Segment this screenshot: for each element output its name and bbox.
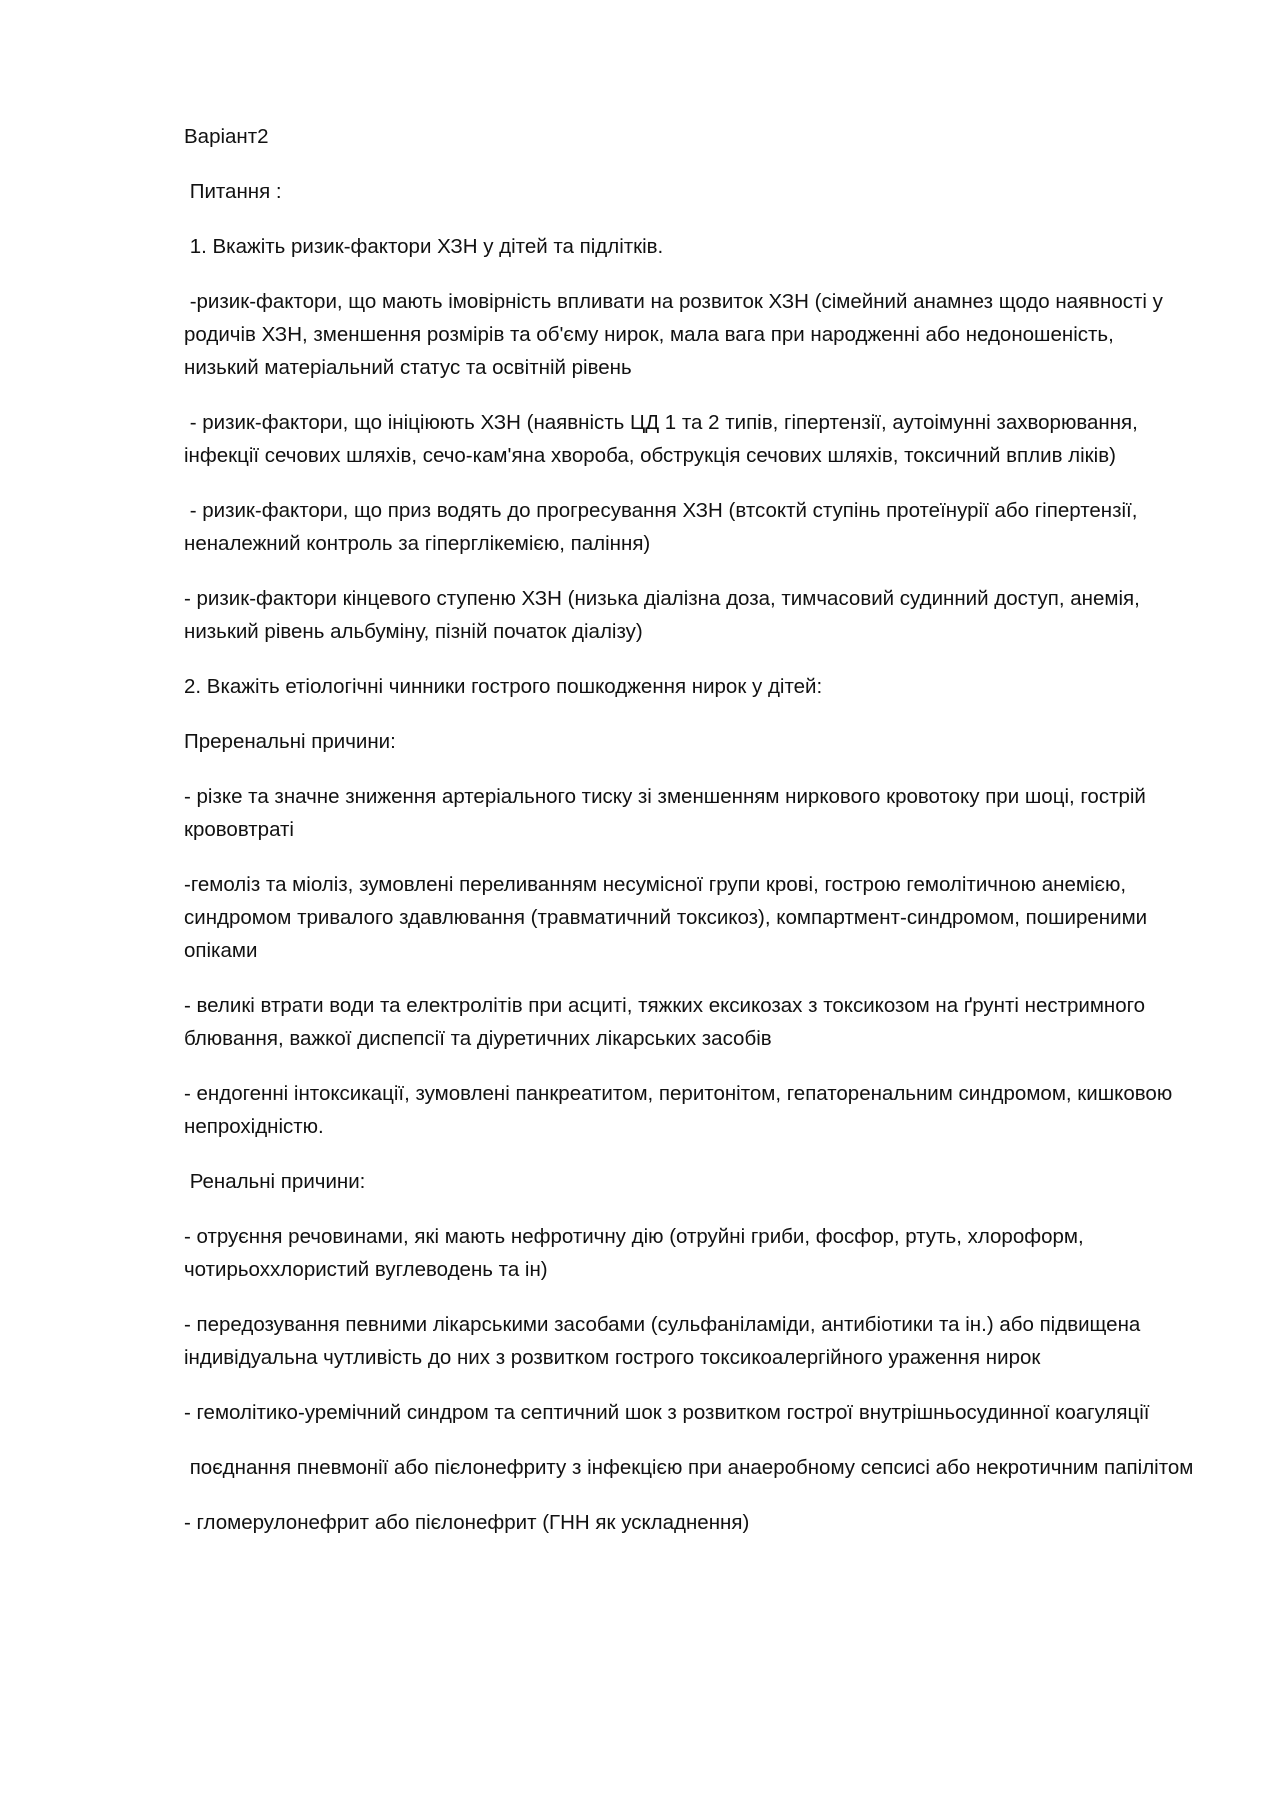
- paragraph-renal-5: - гломерулонефрит або пієлонефрит (ГНН як ускладнення): [184, 1511, 750, 1534]
- paragraph-risk-factors-end-stage: - ризик-фактори кінцевого ступеню ХЗН (низька діалізна доза, тимчасовий судинний доступ, анемія, низький рівень альбуміну, пізній початок діалізу): [184, 587, 1146, 643]
- paragraph-renal-2: - передозування певними лікарськими засобами (сульфаніламіди, антибіотики та ін.) або підвищена індивідуальна чутливість до них з розвитком гострого токсикоалергійного ураження нирок: [184, 1313, 1147, 1369]
- paragraph-prerenal-2: -гемоліз та міоліз, зумовлені переливанням несумісної групи крові, гострою гемолітичною анемією, синдромом тривалого здавлювання (травматичний токсикоз), компартмент-синдромом, поширеними опіками: [184, 873, 1153, 962]
- question-1: 1. Вкажіть ризик-фактори ХЗН у дітей та підлітків.: [184, 235, 664, 258]
- paragraph-prerenal-4: - ендогенні інтоксикації, зумовлені панкреатитом, перитонітом, гепаторенальним синдромом, кишковою непрохідністю.: [184, 1082, 1178, 1138]
- variant-heading: Варіант2: [184, 125, 269, 148]
- paragraph-risk-factors-initiating: - ризик-фактори, що ініціюють ХЗН (наявність ЦД 1 та 2 типів, гіпертензії, аутоімунні захворювання, інфекції сечових шляхів, сечо-кам'яна хвороба, обструкція сечових шляхів, токсичний вплив ліків): [184, 411, 1144, 467]
- paragraph-renal-1: - отруєння речовинами, які мають нефротичну дію (отруйні гриби, фосфор, ртуть, хлороформ, чотирьоххлористий вуглеводень та ін): [184, 1225, 1090, 1281]
- renal-heading: Ренальні причини:: [184, 1170, 366, 1193]
- paragraph-renal-3: - гемолітико-уремічний синдром та септичний шок з розвитком гострої внутрішньосудинної коагуляції: [184, 1401, 1150, 1424]
- paragraph-risk-factors-progression: - ризик-фактори, що приз водять до прогресування ХЗН (втсоктй ступінь протеїнурії або гіпертензії, неналежний контроль за гіперглікемією, паління): [184, 499, 1144, 555]
- paragraph-risk-factors-development: -ризик-фактори, що мають імовірність впливати на розвиток ХЗН (сімейний анамнез щодо наявності у родичів ХЗН, зменшення розмірів та об'єму нирок, мала вага при народженні або недоношеність, низький матеріальний статус та освітній рівень: [184, 290, 1169, 379]
- paragraph-prerenal-3: - великі втрати води та електролітів при асциті, тяжких ексикозах з токсикозом на ґрунті нестримного блювання, важкої диспепсії та діуретичних лікарських засобів: [184, 994, 1151, 1050]
- paragraph-prerenal-1: - різке та значне зниження артеріального тиску зі зменшенням ниркового кровотоку при шоці, гострій крововтраті: [184, 785, 1152, 841]
- document-body: [184, 120, 1194, 1561]
- question-2: 2. Вкажіть етіологічні чинники гострого пошкодження нирок у дітей:: [184, 675, 823, 698]
- questions-heading: Питання :: [184, 180, 282, 203]
- paragraph-renal-4: поєднання пневмонії або пієлонефриту з інфекцією при анаеробному сепсисі або некротичним папілітом: [184, 1456, 1194, 1479]
- prerenal-heading: Преренальні причини:: [184, 730, 396, 753]
